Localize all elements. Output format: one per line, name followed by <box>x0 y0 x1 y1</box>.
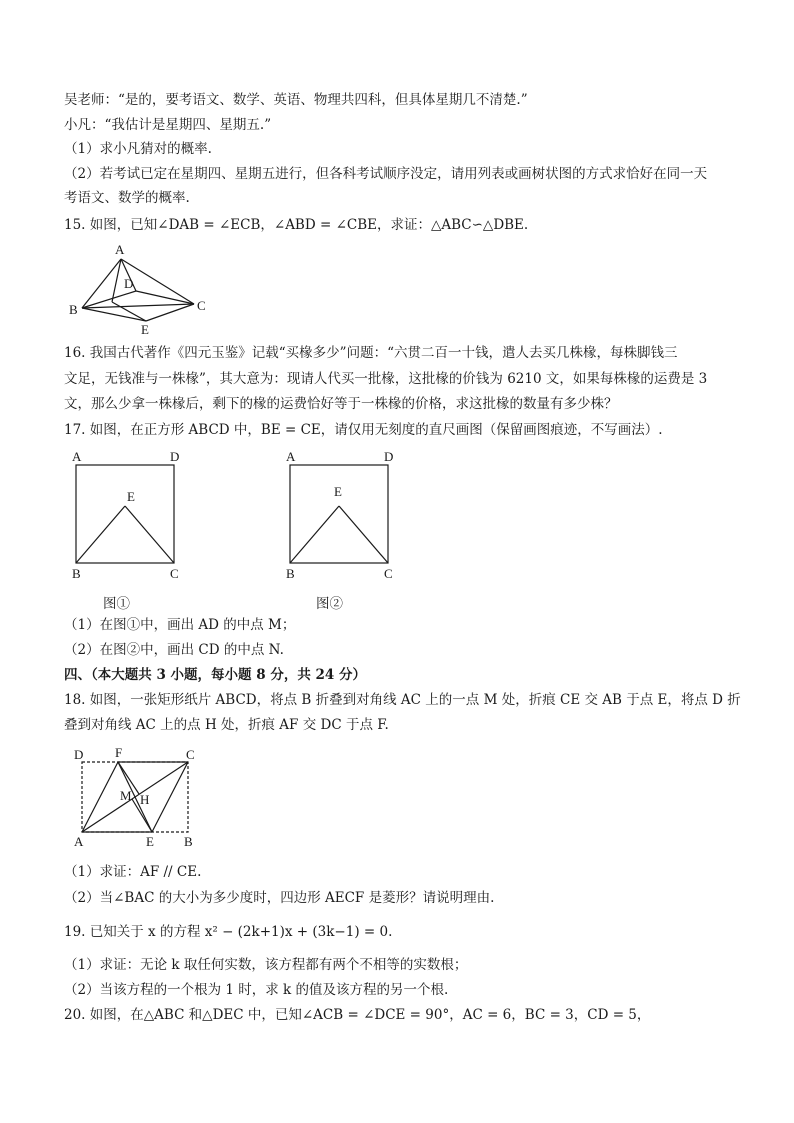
text-line: （1）在图①中，画出 AD 的中点 M； <box>64 617 296 633</box>
text-line: 考语文、数学的概率. <box>64 190 190 206</box>
label-a: A <box>72 449 82 464</box>
label-m: M <box>120 788 132 803</box>
text-line: （1）求证：AF // CE. <box>64 864 202 880</box>
label-d: D <box>170 449 180 464</box>
label-e: E <box>334 484 342 499</box>
section-heading: 四、（本大题共 3 小题，每小题 8 分，共 24 分） <box>64 667 367 683</box>
label-c: C <box>197 298 206 313</box>
label-a: A <box>74 834 84 849</box>
question-20: 20. 如图，在△ABC 和△DEC 中，已知∠ACB = ∠DCE = 90°，AC = 6，BC = 3，CD = 5， <box>64 1007 651 1023</box>
label-c: C <box>170 566 179 581</box>
label-c: C <box>186 747 195 762</box>
text-line: 吴老师：“是的，要考语文、数学、英语、物理共四科，但具体星期几不清楚.” <box>64 92 528 108</box>
text-line: （2）若考试已定在星期四、星期五进行，但各科考试顺序没定，请用列表或画树状图的方式求恰好在同一天 <box>64 166 708 182</box>
figure-caption-2: 图② <box>316 596 343 612</box>
label-c: C <box>384 566 393 581</box>
label-d: D <box>384 449 394 464</box>
label-e: E <box>127 489 135 504</box>
label-h: H <box>140 792 150 807</box>
question-19: 19. 已知关于 x 的方程 x² − (2k+1)x + (3k−1) = 0. <box>64 924 393 940</box>
text-line: （2）在图②中，画出 CD 的中点 N. <box>64 642 284 658</box>
text-line: 小凡：“我估计是星期四、星期五.” <box>64 117 272 133</box>
label-b: B <box>286 566 295 581</box>
figure-caption-1: 图① <box>103 596 130 612</box>
label-a: A <box>115 242 125 257</box>
label-b: B <box>69 302 78 317</box>
text-line: （2）当∠BAC 的大小为多少度时，四边形 AECF 是菱形？请说明理由. <box>64 890 495 906</box>
label-b: B <box>72 566 81 581</box>
question-17: 17. 如图，在正方形 ABCD 中，BE = CE，请仅用无刻度的直尺画图（保留画图痕迹，不写画法）. <box>64 422 663 438</box>
text-line: 叠到对角线 AC 上的点 H 处，折痕 AF 交 DC 于点 F. <box>64 717 389 733</box>
text-line: （1）求证：无论 k 取任何实数，该方程都有两个不相等的实数根； <box>64 957 468 973</box>
question-18: 18. 如图，一张矩形纸片 ABCD，将点 B 折叠到对角线 AC 上的一点 M 处，折痕 CE 交 AB 于点 E，将点 D 折 <box>64 692 741 708</box>
question-15: 15. 如图，已知∠DAB = ∠ECB，∠ABD = ∠CBE，求证：△ABC∽△DBE. <box>64 217 529 233</box>
figure-17-1 <box>64 444 194 589</box>
question-16: 16. 我国古代著作《四元玉鉴》记载“买椽多少”问题：“六贯二百一十钱，遣人去买几株椽，每株脚钱三 <box>64 345 678 361</box>
text-line: 文，那么少拿一株椽后，剩下的椽的运费恰好等于一株椽的价格，求这批椽的数量有多少株？ <box>64 396 618 412</box>
figure-18 <box>64 742 214 852</box>
text-line: （1）求小凡猜对的概率. <box>64 141 212 157</box>
figure-15 <box>64 238 224 338</box>
figure-17-2 <box>278 444 408 589</box>
label-b: B <box>184 834 193 849</box>
label-e: E <box>141 322 149 337</box>
label-d: D <box>124 276 134 291</box>
label-e: E <box>146 834 154 849</box>
text-line: 文足，无钱准与一株椽”，其大意为：现请人代买一批椽，这批椽的价钱为 6210 文，如果每株椽的运费是 3 <box>64 371 708 387</box>
label-a: A <box>286 449 296 464</box>
label-d: D <box>74 747 84 762</box>
label-f: F <box>115 745 123 760</box>
text-line: （2）当该方程的一个根为 1 时，求 k 的值及该方程的另一个根. <box>64 982 449 998</box>
